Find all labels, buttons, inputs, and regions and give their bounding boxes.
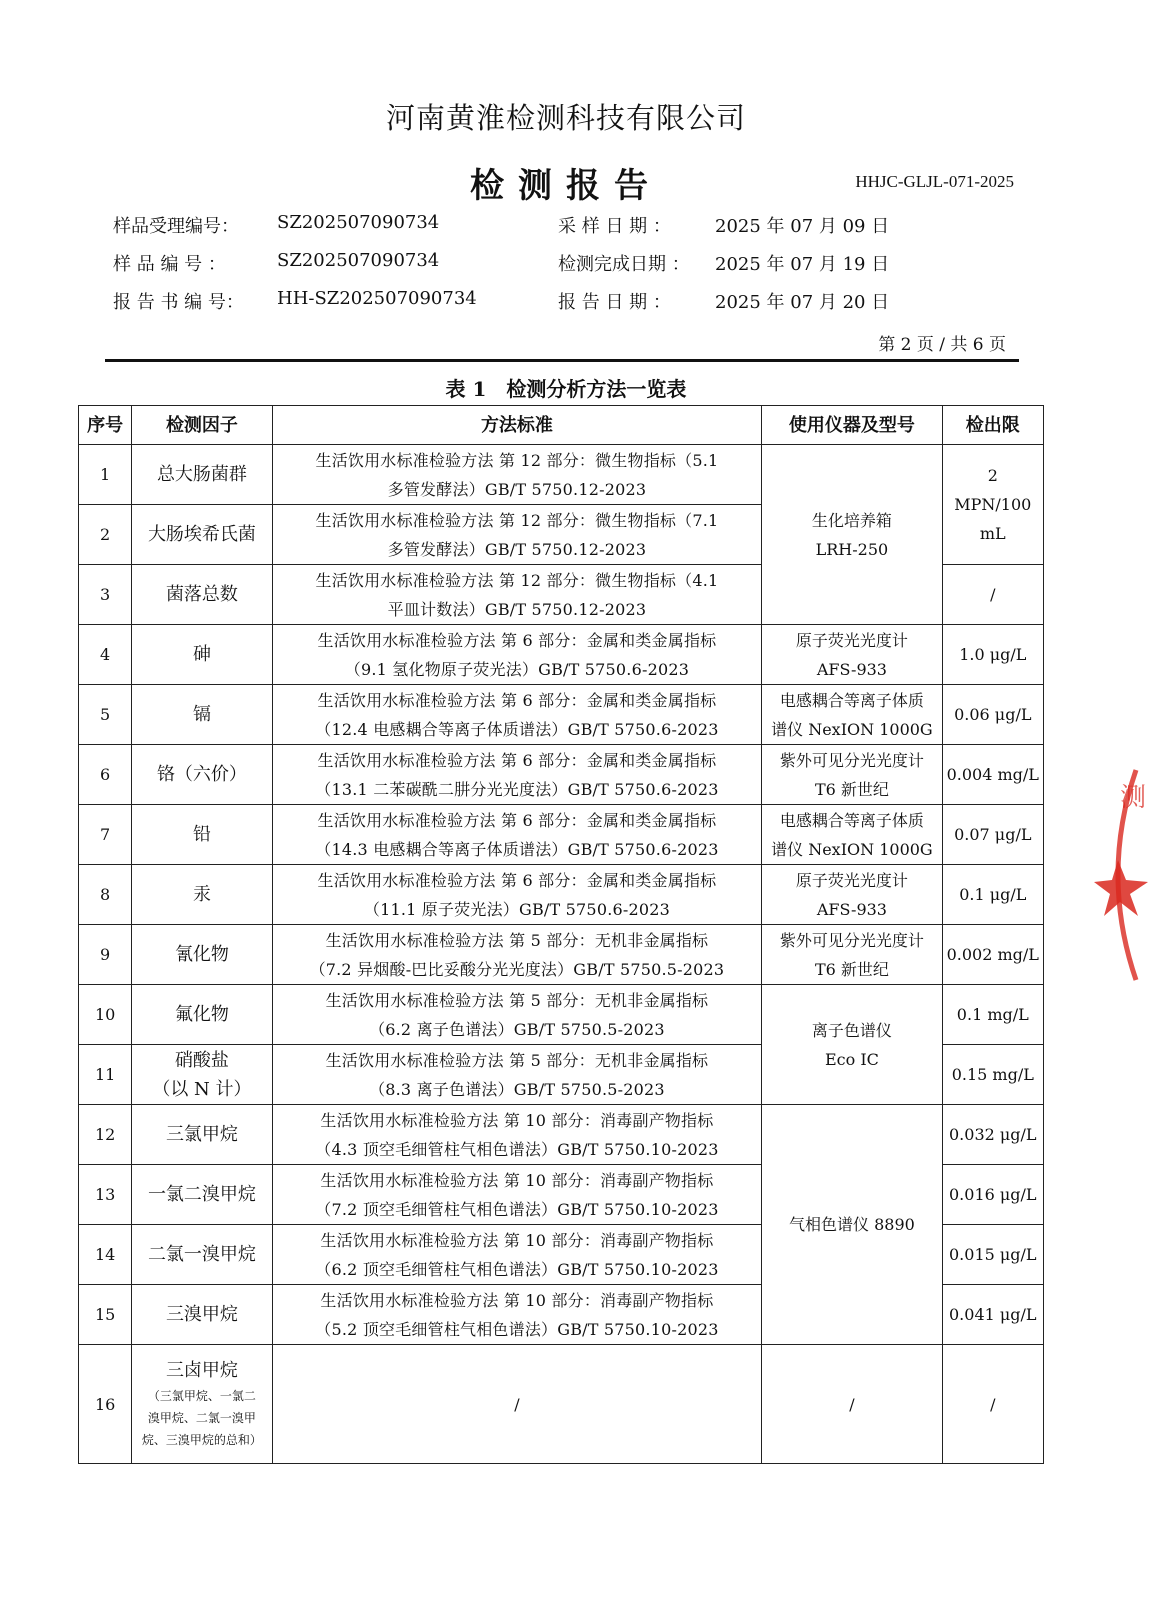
meta-sample-no-value: SZ202507090734	[277, 250, 440, 271]
meta-report-date	[558, 288, 671, 314]
col-header-method: 方法标准	[272, 406, 762, 445]
row-method	[272, 565, 762, 625]
method-line: （12.4 电感耦合等离子体质谱法）GB/T 5750.6-2023	[315, 719, 719, 739]
method-line: （6.2 离子色谱法）GB/T 5750.5-2023	[369, 1019, 665, 1039]
method-line: 生活饮用水标准检验方法 第 12 部分：微生物指标（4.1	[315, 570, 719, 590]
factor-sub: 溴甲烷、二氯一溴甲	[147, 1411, 256, 1425]
row-method	[272, 745, 762, 805]
row-no: 1	[79, 445, 132, 505]
col-header-instrument: 使用仪器及型号	[762, 406, 942, 445]
row-factor	[132, 1045, 272, 1105]
instrument-line: 原子荧光光度计	[795, 870, 908, 890]
instrument-line: LRH-250	[815, 539, 889, 559]
instrument-line: 离子色谱仪	[811, 1020, 892, 1040]
meta-label: 报 告 日 期 ：	[558, 292, 671, 313]
table-row	[79, 1345, 1044, 1464]
row-factor: 菌落总数	[132, 565, 272, 625]
table-row	[79, 925, 1044, 985]
row-instrument	[762, 805, 942, 865]
table-row	[79, 445, 1044, 505]
row-limit: 0.06 μg/L	[942, 685, 1043, 745]
method-line: 生活饮用水标准检验方法 第 6 部分：金属和类金属指标	[317, 750, 717, 770]
instrument-line: T6 新世纪	[814, 779, 889, 799]
meta-complete-date-value: 2025 年 07 月 19 日	[715, 254, 890, 275]
row-no: 5	[79, 685, 132, 745]
meta-sampling-date-value: 2025 年 07 月 09 日	[715, 216, 890, 237]
factor-line: （以 N 计）	[152, 1078, 252, 1100]
method-line: （13.1 二苯碳酰二肼分光光度法）GB/T 5750.6-2023	[315, 779, 719, 799]
row-no: 7	[79, 805, 132, 865]
row-factor	[132, 1345, 272, 1464]
limit-line: 2	[987, 466, 998, 485]
row-factor: 总大肠菌群	[132, 445, 272, 505]
meta-complete-date	[558, 250, 690, 276]
row-limit: 0.1 mg/L	[942, 985, 1043, 1045]
instrument-line: 原子荧光光度计	[795, 630, 908, 650]
row-instrument	[762, 865, 942, 925]
row-instrument	[762, 445, 942, 625]
instrument-line: Eco IC	[824, 1049, 879, 1069]
row-method	[272, 505, 762, 565]
instrument-line: 谱仪 NexION 1000G	[771, 719, 933, 739]
instrument-line: 紫外可见分光光度计	[779, 930, 924, 950]
row-instrument	[762, 625, 942, 685]
method-line: 生活饮用水标准检验方法 第 5 部分：无机非金属指标	[325, 930, 709, 950]
table-header-row	[79, 406, 1044, 445]
row-factor: 汞	[132, 865, 272, 925]
method-line: （6.2 顶空毛细管柱气相色谱法）GB/T 5750.10-2023	[315, 1259, 719, 1279]
row-factor: 大肠埃希氏菌	[132, 505, 272, 565]
method-line: 生活饮用水标准检验方法 第 12 部分：微生物指标（5.1	[315, 450, 719, 470]
col-header-limit: 检出限	[942, 406, 1043, 445]
instrument-line: 电感耦合等离子体质	[779, 690, 924, 710]
limit-line: mL	[979, 524, 1006, 543]
row-limit	[942, 445, 1043, 565]
col-header-no: 序号	[79, 406, 132, 445]
row-no: 12	[79, 1105, 132, 1165]
method-line: 生活饮用水标准检验方法 第 5 部分：无机非金属指标	[325, 1050, 709, 1070]
table-row	[79, 685, 1044, 745]
row-limit: 0.016 μg/L	[942, 1165, 1043, 1225]
row-method	[272, 685, 762, 745]
method-line: （14.3 电感耦合等离子体质谱法）GB/T 5750.6-2023	[315, 839, 719, 859]
meta-sampling-date	[558, 212, 671, 238]
method-line: （4.3 顶空毛细管柱气相色谱法）GB/T 5750.10-2023	[315, 1139, 719, 1159]
row-no: 3	[79, 565, 132, 625]
row-factor: 氟化物	[132, 985, 272, 1045]
instrument-line: T6 新世纪	[814, 959, 889, 979]
method-line: 生活饮用水标准检验方法 第 10 部分：消毒副产物指标	[320, 1230, 714, 1250]
method-line: 生活饮用水标准检验方法 第 5 部分：无机非金属指标	[325, 990, 709, 1010]
page-number: 第 2 页 / 共 6 页	[878, 335, 1006, 355]
row-limit: 0.002 mg/L	[942, 925, 1043, 985]
factor-main: 三卤甲烷	[165, 1360, 238, 1381]
meta-accept-no	[113, 212, 239, 238]
row-method: /	[272, 1345, 762, 1464]
table-row	[79, 625, 1044, 685]
row-factor: 铬（六价）	[132, 745, 272, 805]
report-title: 检测报告	[470, 166, 662, 206]
instrument-line: 谱仪 NexION 1000G	[771, 839, 933, 859]
instrument-line: 紫外可见分光光度计	[779, 750, 924, 770]
table-row	[79, 805, 1044, 865]
instrument-line: AFS-933	[816, 899, 887, 919]
method-line: 平皿计数法）GB/T 5750.12-2023	[387, 599, 647, 619]
meta-accept-no-value: SZ202507090734	[277, 212, 440, 233]
instrument-line: 生化培养箱	[811, 510, 892, 530]
row-no: 16	[79, 1345, 132, 1464]
row-instrument	[762, 745, 942, 805]
method-line: （7.2 异烟酸-巴比妥酸分光光度法）GB/T 5750.5-2023	[309, 959, 725, 979]
table-row	[79, 865, 1044, 925]
method-line: 生活饮用水标准检验方法 第 10 部分：消毒副产物指标	[320, 1170, 714, 1190]
factor-sub: 烷、三溴甲烷的总和）	[141, 1433, 262, 1447]
meta-label: 样 品 编 号 ：	[113, 254, 226, 275]
meta-report-no-value: HH-SZ202507090734	[277, 288, 477, 309]
row-method	[272, 1165, 762, 1225]
row-limit: 0.015 μg/L	[942, 1225, 1043, 1285]
row-factor: 三氯甲烷	[132, 1105, 272, 1165]
company-name: 河南黄淮检测科技有限公司	[385, 101, 746, 135]
row-method	[272, 865, 762, 925]
methods-table	[78, 405, 1044, 1464]
col-header-factor: 检测因子	[132, 406, 272, 445]
row-instrument: 气相色谱仪 8890	[762, 1105, 942, 1345]
row-method	[272, 925, 762, 985]
factor-line: 硝酸盐	[174, 1049, 229, 1071]
row-method	[272, 1225, 762, 1285]
row-limit: 0.15 mg/L	[942, 1045, 1043, 1105]
row-no: 4	[79, 625, 132, 685]
method-line: （8.3 离子色谱法）GB/T 5750.5-2023	[369, 1079, 665, 1099]
limit-line: MPN/100	[954, 495, 1032, 514]
red-seal-stamp	[1090, 760, 1150, 990]
row-instrument	[762, 985, 942, 1105]
meta-sample-no	[113, 250, 226, 276]
method-line: 生活饮用水标准检验方法 第 6 部分：金属和类金属指标	[317, 810, 717, 830]
row-method	[272, 805, 762, 865]
row-limit: 1.0 μg/L	[942, 625, 1043, 685]
row-method	[272, 445, 762, 505]
row-limit: 0.1 μg/L	[942, 865, 1043, 925]
row-no: 9	[79, 925, 132, 985]
method-line: （7.2 顶空毛细管柱气相色谱法）GB/T 5750.10-2023	[315, 1199, 719, 1219]
row-no: 2	[79, 505, 132, 565]
method-line: 生活饮用水标准检验方法 第 6 部分：金属和类金属指标	[317, 690, 717, 710]
row-limit: 0.041 μg/L	[942, 1285, 1043, 1345]
meta-label: 样品受理编号：	[113, 216, 239, 237]
header-rule	[105, 359, 1019, 362]
row-factor: 二氯一溴甲烷	[132, 1225, 272, 1285]
table-caption: 表 1 检测分析方法一览表	[445, 377, 687, 401]
row-limit: 0.004 mg/L	[942, 745, 1043, 805]
table-row	[79, 985, 1044, 1045]
row-no: 14	[79, 1225, 132, 1285]
table-row	[79, 1105, 1044, 1165]
meta-label: 检测完成日期 ：	[558, 254, 690, 275]
row-method	[272, 1045, 762, 1105]
document-number: HHJC-GLJL-071-2025	[855, 172, 1014, 191]
factor-sub: （三氯甲烷、一氯二	[147, 1389, 256, 1403]
method-line: （9.1 氢化物原子荧光法）GB/T 5750.6-2023	[344, 659, 690, 679]
row-instrument	[762, 925, 942, 985]
row-no: 6	[79, 745, 132, 805]
meta-report-date-value: 2025 年 07 月 20 日	[715, 292, 890, 313]
method-line: 生活饮用水标准检验方法 第 12 部分：微生物指标（7.1	[315, 510, 719, 530]
meta-report-no	[113, 288, 244, 314]
row-instrument	[762, 685, 942, 745]
row-method	[272, 1285, 762, 1345]
meta-label: 采 样 日 期 ：	[558, 216, 671, 237]
row-factor: 三溴甲烷	[132, 1285, 272, 1345]
meta-label: 报 告 书 编 号：	[113, 292, 244, 313]
svg-text:测: 测	[1120, 783, 1147, 813]
row-limit: /	[942, 1345, 1043, 1464]
row-limit: 0.07 μg/L	[942, 805, 1043, 865]
row-factor: 砷	[132, 625, 272, 685]
row-no: 10	[79, 985, 132, 1045]
method-line: 生活饮用水标准检验方法 第 10 部分：消毒副产物指标	[320, 1290, 714, 1310]
row-limit: 0.032 μg/L	[942, 1105, 1043, 1165]
row-method	[272, 1105, 762, 1165]
method-line: 生活饮用水标准检验方法 第 6 部分：金属和类金属指标	[317, 630, 717, 650]
row-no: 8	[79, 865, 132, 925]
row-no: 15	[79, 1285, 132, 1345]
row-limit: /	[942, 565, 1043, 625]
method-line: 多管发酵法）GB/T 5750.12-2023	[387, 479, 647, 499]
row-factor: 氰化物	[132, 925, 272, 985]
table-row	[79, 745, 1044, 805]
instrument-line: 电感耦合等离子体质	[779, 810, 924, 830]
row-method	[272, 625, 762, 685]
row-factor: 镉	[132, 685, 272, 745]
row-instrument: /	[762, 1345, 942, 1464]
method-line: （11.1 原子荧光法）GB/T 5750.6-2023	[363, 899, 670, 919]
row-no: 13	[79, 1165, 132, 1225]
instrument-line: AFS-933	[816, 659, 887, 679]
row-method	[272, 985, 762, 1045]
row-no: 11	[79, 1045, 132, 1105]
method-line: 多管发酵法）GB/T 5750.12-2023	[387, 539, 647, 559]
row-factor: 一氯二溴甲烷	[132, 1165, 272, 1225]
row-factor: 铅	[132, 805, 272, 865]
method-line: 生活饮用水标准检验方法 第 10 部分：消毒副产物指标	[320, 1110, 714, 1130]
method-line: 生活饮用水标准检验方法 第 6 部分：金属和类金属指标	[317, 870, 717, 890]
method-line: （5.2 顶空毛细管柱气相色谱法）GB/T 5750.10-2023	[315, 1319, 719, 1339]
